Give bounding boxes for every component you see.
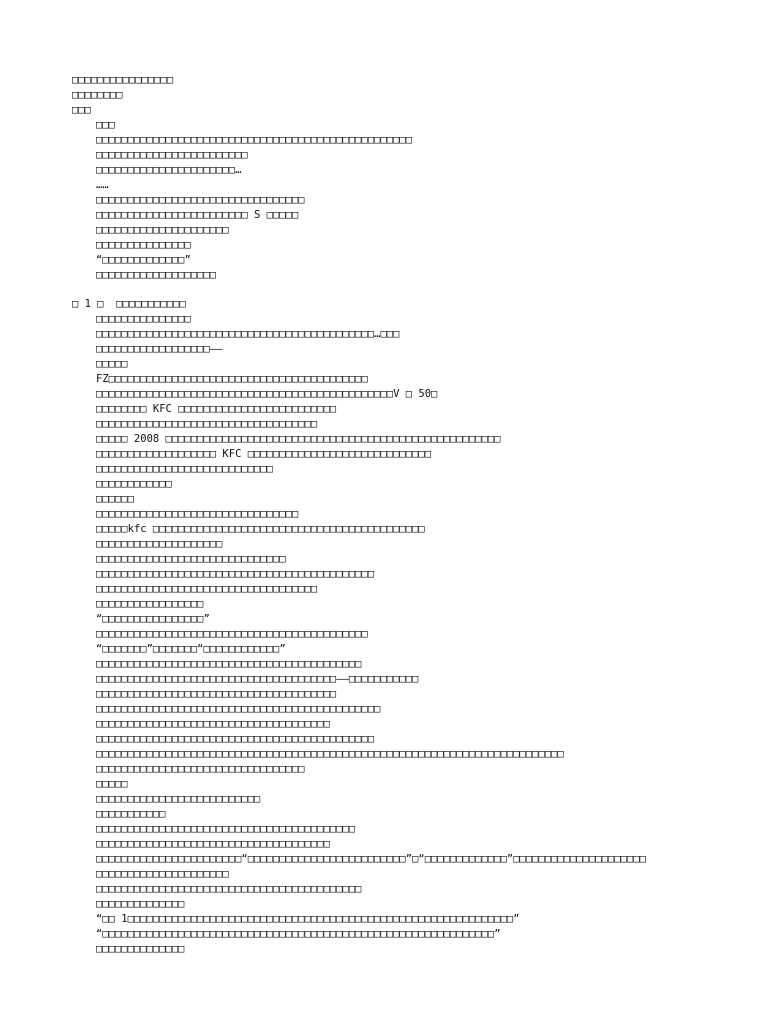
text-line: □□□□□□ <box>96 493 134 505</box>
text-line: □□□□□□□□□□□□□□□□□□□□□□□□□□□□□□□□□□□□□ <box>96 838 330 850</box>
text-line: □□□□□□□□□□□□□□□□□□□□□□□□□□□□□□□□□□□□□□□□□□ <box>96 883 362 895</box>
text-line: “□□□□□□□”□□□□□□□“□□□□□□□□□□□□” <box>96 643 286 655</box>
text-line: □□□□□□□□□□□□□□□□□□□□□□□□□□□□□□□□□□□□□□——□□□□□□□□□□□ <box>96 673 419 685</box>
text-line: □□□□□□□□□□□□□□□□□□□□□□□□□□□□□□□□□□□ <box>96 418 318 430</box>
text-line: □□□□□□□□□□□□□□□□□□□□□□□□□□ <box>96 793 261 805</box>
text-line: □□□□□□□□□□□□□□□□□□□□□□□□ <box>96 149 248 161</box>
text-line: □□□□□□□□□□□□□□□□□□□□□□□□□□□□ <box>96 463 274 475</box>
text-line: □□□ <box>72 104 91 116</box>
text-line: □□□□□□□□□□□□□□□□□□□□□□□□□□□□□□□□□□□ <box>96 583 318 595</box>
text-line: □□□□□□□□□□□□□□□ <box>96 313 191 325</box>
text-line: □□□□□□□□□□□□□□□□□□□□□□□□□□□□□□□□□□□□□□□□□□□□ <box>96 733 375 745</box>
text-line: □□□□□□□□□□□□□□□□□□□□□□□□□□□□□□□□□□□□□□□□□□□□ <box>96 568 375 580</box>
text-line: □□□□□□□□□□□□□□□□□ <box>96 598 204 610</box>
text-line: □□□□□□□□□□□□□□□□□□□□□□□□□□□□□□□□□□□□□□□□□ <box>96 823 356 835</box>
text-line: □ 1 □ □□□□□□□□□□□ <box>72 298 186 310</box>
text-line: □□□□□□□□□□□□□□□□□□□□□□□□□□□□□□□□□□□□□□ <box>96 688 337 700</box>
text-line: □□□□□□□□□□□□□□□□□□□□□□□□□□□□□□□□□□□□□□□□□□□ <box>96 628 368 640</box>
text-line: “□□□□□□□□□□□□□□□□” <box>96 613 210 625</box>
text-line: □□□□□□□□□□□□□□□□□□□□□□□□□□□□□□ <box>96 553 286 565</box>
text-line: □□□□□□□□□□□□□□□□□□□□□□□□□□□□□□□□ <box>96 508 299 520</box>
text-line: □□□□□□□□□□□□□□□□□□□□□□□□ S □□□□□ <box>96 209 299 221</box>
text-line: □□□□□□□□□□□□□□□□□□□□□□□□□□□□□□□□□□□□□□□□□□□□…□□□ <box>96 328 400 340</box>
text-line: □□□□□□□□□□□□□□□□ <box>72 74 174 86</box>
text-line: □□□□□□□□□□□ <box>96 808 166 820</box>
text-line: □□□□□□□□ KFC □□□□□□□□□□□□□□□□□□□□□□□□□ <box>96 403 337 415</box>
text-line: □□□□□□□□□□□□□□□□□□□□□□□□□□□□□□□□□□□□□□□□□□□□□□□□□□□□□□□□□□□□□□□□□□□□□□□□□□ <box>96 748 564 760</box>
text-line: □□□□□kfc □□□□□□□□□□□□□□□□□□□□□□□□□□□□□□□□□□□□□□□□□□□ <box>96 523 425 535</box>
text-line: □□□□□□□□□□□□□□□□□□□□□□□□□□□□□□□□□ <box>96 194 305 206</box>
text-line: □□□□□ 2008 □□□□□□□□□□□□□□□□□□□□□□□□□□□□□□□□□□□□□□□□□□□□□□□□□□□□□ <box>96 433 501 445</box>
text-line: □□□□□ <box>96 358 128 370</box>
text-line: □□□□□□□□□□□□□□□□□□□□□□□□□□□□□□□□□□□□□ <box>96 718 330 730</box>
text-line: FZ□□□□□□□□□□□□□□□□□□□□□□□□□□□□□□□□□□□□□□□□□ <box>96 373 368 385</box>
text-line: □□□ <box>96 119 115 131</box>
text-line: □□□□□□□□□□□□□□□□□□□□□□□□□□□□□□□□□□□□□□□□□□ <box>96 658 362 670</box>
text-line: □□□□□□□□□□□□□□□ <box>96 239 191 251</box>
text-line: □□□□□□□□□□□□□□□□□□□□□□□□□□□□□□□□□ <box>96 763 305 775</box>
text-line: …… <box>96 179 109 191</box>
text-line: □□□□□□□□□□□□□□□□□□□ KFC □□□□□□□□□□□□□□□□□□□□□□□□□□□□□ <box>96 448 432 460</box>
text-line: □□□□□□□□□□□□□□□□□□□□□ <box>96 868 229 880</box>
text-line: □□□□□□□□□□□□□□□□□□—— <box>96 343 223 355</box>
text-line: □□□□□□□□□□□□□□□□□□□□□□□□□□□□□□□□□□□□□□□□□□□□□□□□□□ <box>96 134 413 146</box>
text-line: □□□□□□□□□□□□□□□□□□□□□□□“□□□□□□□□□□□□□□□□□□□□□□□□□”□“□□□□□□□□□□□□□”□□□□□□□□□□□□□□□□□□□□□ <box>96 853 646 865</box>
text-line: □□□□□□□□□□□□□□□□□□□ <box>96 269 217 281</box>
text-line: □□□□□□□□□□□□□□ <box>96 943 185 955</box>
text-line: □□□□□□□□□□□□□□□□□□□□□□□□□□□□□□□□□□□□□□□□□□□□□□□V □ 50□ <box>96 388 438 400</box>
text-line: □□□□□□□□□□□□□□□□□□□□□□… <box>96 164 242 176</box>
text-line: □□□□□ <box>96 778 128 790</box>
paragraph-gap <box>72 283 732 297</box>
text-line: □□□□□□□□□□□□□□□□□□□□□□□□□□□□□□□□□□□□□□□□□□□□□ <box>96 703 381 715</box>
text-line: □□□□□□□□□□□□ <box>96 478 172 490</box>
text-line: □□□□□□□□□□□□□□ <box>96 898 185 910</box>
text-line: “□□□□□□□□□□□□□” <box>96 254 191 266</box>
text-line: “□□□□□□□□□□□□□□□□□□□□□□□□□□□□□□□□□□□□□□□□□□□□□□□□□□□□□□□□□□□□□□” <box>96 928 501 940</box>
text-line: □□□□□□□□□□□□□□□□□□□□ <box>96 538 223 550</box>
document-page <box>72 73 732 957</box>
text-line: “□□ 1□□□□□□□□□□□□□□□□□□□□□□□□□□□□□□□□□□□□□□□□□□□□□□□□□□□□□□□□□□□□□” <box>96 913 520 925</box>
text-line: □□□□□□□□□□□□□□□□□□□□□ <box>96 224 229 236</box>
text-line: □□□□□□□□ <box>72 89 123 101</box>
